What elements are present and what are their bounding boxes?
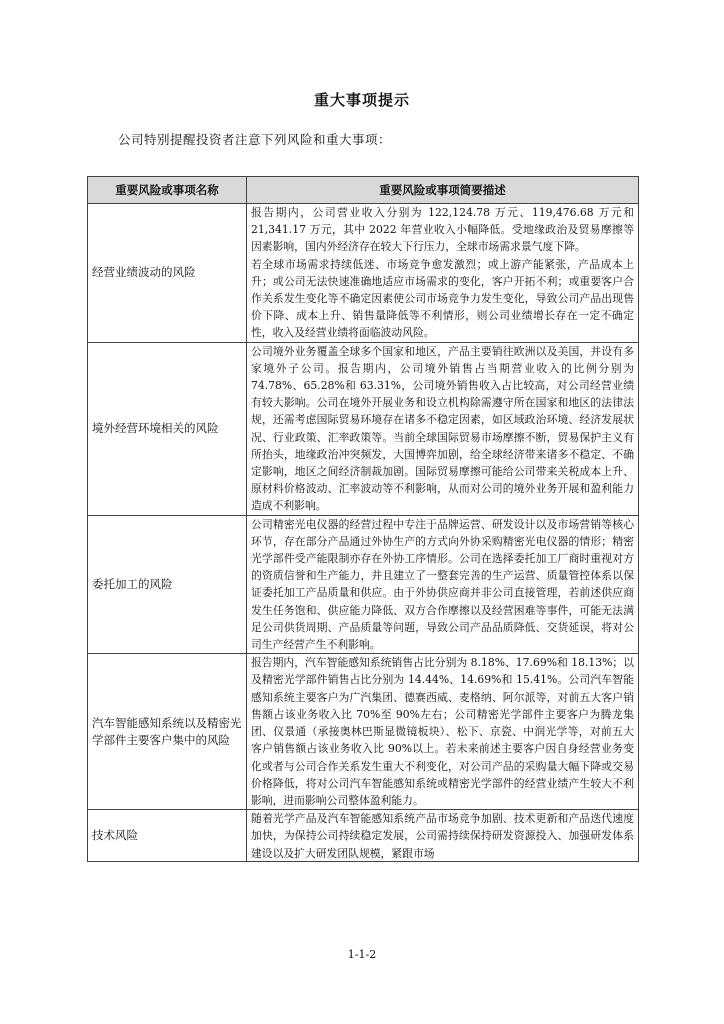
risk-name: 境外经营环境相关的风险: [88, 342, 247, 515]
intro-text: 公司特别提醒投资者注意下列风险和重大事项：: [118, 132, 392, 147]
risk-description: [247, 515, 639, 654]
table-row: [88, 515, 639, 654]
description-paragraph: 报告期内，公司营业收入分别为 122,124.78 万元、119,476.68 万元和 21,341.17 万元，其中 2022 年营业收入小幅降低。受地缘政治及贸易摩擦等因素影响，国内外经济存在较大下行压力，全球市场需求景气度下降。: [251, 206, 634, 254]
description-paragraph: 报告期内，汽车智能感知系统销售占比分别为 8.18%、17.69%和 18.13%；以及精密光学部件销售占比分别为 14.44%、14.69%和 15.41%。公司汽车智能感知系统主要客户为广汽集团、德赛西威、麦格纳、阿尔派等，对前五大客户销售额占该业务收入比 70%至 90%左右；公司精密光学部件主要客户为腾龙集团、仪景通（承接奥林巴斯显微镜板块）、松下、京瓷、中润光学等，对前五大客户销售额占该业务收入比 90%以上。若未来前述主要客户因自身经营业务变化或者与公司合作关系发生重大不利变化，对公司产品的采购量大幅下降或交易价格降低，将对公司汽车智能感知系统或精密光学部件的经营业绩产生较大不利影响，进而影响公司整体盈利能力。: [251, 656, 634, 807]
risk-description: [247, 810, 639, 862]
page-title: 重大事项提示: [313, 91, 410, 109]
table-header-row: [88, 177, 639, 204]
description-clip: [251, 810, 634, 861]
risk-description: [247, 342, 639, 515]
risk-name: 委托加工的风险: [88, 515, 247, 654]
header-risk-description: 重要风险或事项简要描述: [247, 177, 639, 204]
description-paragraph: 公司精密光电仪器的经营过程中专注于品牌运营、研发设计以及市场营销等核心环节，存在部分产品通过外协生产的方式向外协采购精密光电仪器的情形；精密光学部件受产能限制亦存在外协工序情形。公司在选择委托加工厂商时重视对方的资质信誉和生产能力，并且建立了一整套完善的生产运营、质量管控体系以保证委托加工产品质量和供应。由于外协供应商并非公司直接管理，若前述供应商发生任务饱和、供应能力降低、双方合作摩擦以及经营困难等事件，可能无法满足公司供货周期、产品质量等问题，导致公司产品品质降低、交货延误，将对公司生产经营产生不利影响。: [251, 517, 634, 652]
risk-name: 汽车智能感知系统以及精密光学部件主要客户集中的风险: [88, 654, 247, 810]
risk-name: 技术风险: [88, 810, 247, 862]
table-row: [88, 654, 639, 810]
risk-description: [247, 204, 639, 343]
table-row: [88, 342, 639, 515]
header-risk-name: 重要风险或事项名称: [88, 177, 247, 204]
table-row: [88, 810, 639, 862]
risk-description: [247, 654, 639, 810]
description-paragraph: 若全球市场需求持续低迷、市场竞争愈发激烈；或上游产能紧张，产品成本上升；或公司无法快速准确地适应市场需求的变化，客户开拓不利；或重要客户合作关系发生变化等不确定因素使公司市场竞争力发生变化，导致公司产品出现售价下降、成本上升、销售量降低等不利情形，则公司业绩增长存在一定不确定性，收入及经营业绩将面临波动风险。: [251, 257, 634, 340]
risk-name: 经营业绩波动的风险: [88, 204, 247, 343]
risk-table: [87, 176, 639, 862]
description-paragraph: 公司境外业务覆盖全球多个国家和地区，产品主要销往欧洲以及美国，并设有多家境外子公司。报告期内，公司境外销售占当期营业收入的比例分别为 74.78%、65.28%和 63.31%，公司境外销售收入占比较高，对公司经营业绩有较大影响。公司在境外开展业务和设立机构除需遵守所在国家和地区的法律法规，还需考虑国际贸易环境存在诸多不稳定因素，如区域政治环境、经济发展状况、行业政策、汇率政策等。当前全球国际贸易市场摩擦不断，贸易保护主义有所抬头，地缘政治冲突频发，大国博弈加剧，给全球经济带来诸多不稳定、不确定影响，地区之间经济制裁加剧。国际贸易摩擦可能给公司带来关税成本上升、原材料价格波动、汇率波动等不利影响，从而对公司的境外业务开展和盈利能力造成不利影响。: [251, 344, 634, 513]
table-row: [88, 204, 639, 343]
description-paragraph: 随着光学产品及汽车智能感知系统产品市场竞争加剧、技术更新和产品迭代速度加快，为保持公司持续稳定发展，公司需持续保持研发资源投入、加强研发体系建设以及扩大研发团队规模，紧跟市场: [251, 812, 634, 860]
page-number: 1-1-2: [347, 948, 377, 961]
